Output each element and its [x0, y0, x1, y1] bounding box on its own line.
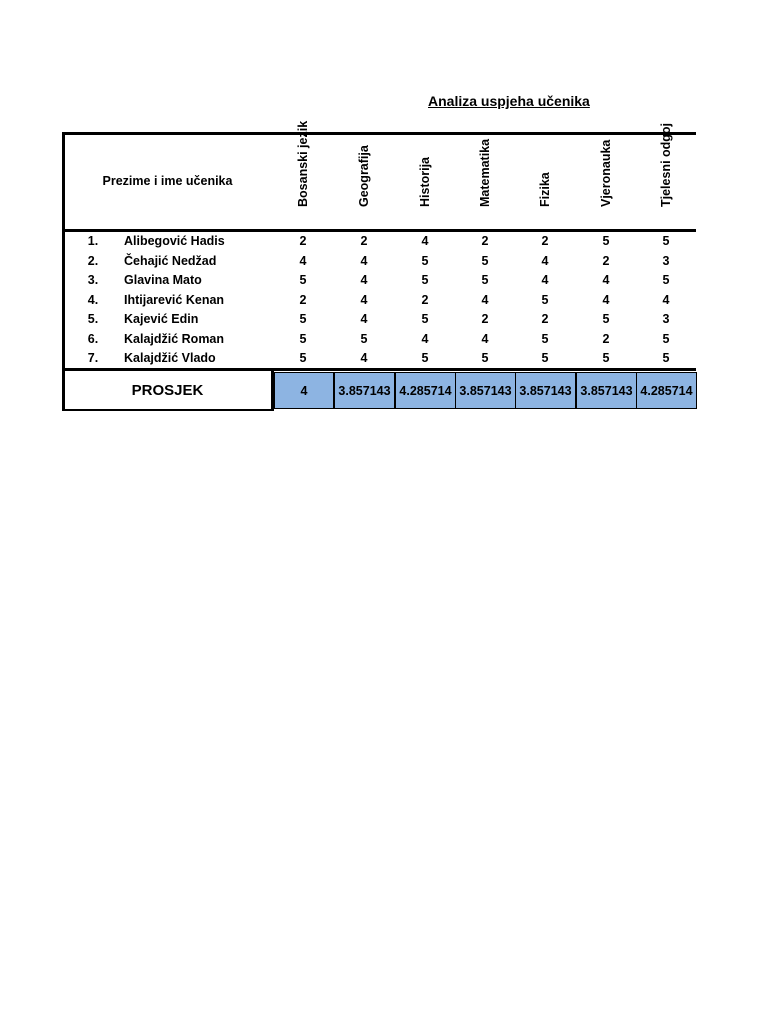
subject-header-label: Matematika [478, 138, 492, 207]
grade-cell: 4 [421, 234, 429, 248]
average-cell: 3.857143 [515, 372, 576, 409]
row-number: 2. [87, 253, 99, 268]
grade-cell: 5 [541, 351, 549, 365]
grade-cell: 5 [481, 253, 489, 268]
student-name: Čehajić Nedžad [124, 253, 217, 268]
average-cell: 4 [274, 372, 334, 409]
table-row [62, 349, 696, 369]
name-column-header: Prezime i ime učenika [102, 173, 233, 188]
grade-cell: 5 [662, 234, 670, 248]
grade-cell: 2 [541, 234, 549, 248]
subject-header [576, 132, 636, 229]
grade-cell: 5 [602, 351, 610, 365]
grade-cell: 2 [421, 292, 429, 307]
grade-cell: 5 [602, 312, 610, 326]
subject-header-label: Tjelesni odgoj [659, 122, 673, 207]
grade-cell: 4 [360, 351, 368, 365]
student-name: Alibegović Hadis [124, 234, 225, 248]
grade-cell: 4 [360, 312, 368, 326]
student-name: Ihtijarević Kenan [124, 292, 225, 307]
average-cell: 4.285714 [636, 372, 697, 409]
student-name: Kalajdžić Vlado [124, 351, 216, 365]
grade-cell: 4 [360, 273, 368, 287]
subject-header [455, 132, 515, 229]
subject-header-label: Bosanski jezik [296, 120, 310, 207]
grade-cell: 2 [360, 234, 368, 248]
row-number: 4. [87, 292, 99, 307]
row-number: 7. [87, 351, 99, 365]
grade-cell: 5 [662, 273, 670, 287]
subject-header [515, 132, 575, 229]
grade-cell: 4 [481, 331, 489, 346]
grade-cell: 5 [541, 331, 549, 346]
grade-cell: 5 [541, 292, 549, 307]
student-name: Glavina Mato [124, 273, 202, 287]
grade-cell: 4 [541, 273, 549, 287]
grade-cell: 4 [662, 292, 670, 307]
grade-cell: 4 [421, 331, 429, 346]
table-row [62, 252, 696, 272]
subject-header-label: Geografija [357, 145, 371, 207]
grade-cell: 4 [602, 292, 610, 307]
table-row [62, 232, 696, 252]
grade-cell: 2 [541, 312, 549, 326]
grade-cell: 4 [481, 292, 489, 307]
subject-header-label: Historija [418, 156, 432, 207]
grade-cell: 2 [299, 234, 307, 248]
subject-header [273, 120, 333, 229]
subject-header [636, 122, 696, 229]
student-name: Kajević Edin [124, 312, 199, 326]
grade-cell: 2 [602, 331, 610, 346]
grade-cell: 5 [421, 253, 429, 268]
grade-cell: 5 [421, 273, 429, 287]
row-number: 3. [87, 273, 99, 287]
row-number: 5. [87, 312, 99, 326]
table-row [62, 291, 696, 311]
grade-cell: 5 [421, 351, 429, 365]
sheet-title: Analiza uspjeha učenika [428, 93, 590, 109]
grade-cell: 5 [602, 234, 610, 248]
average-cell: 3.857143 [576, 372, 637, 409]
grade-cell: 5 [662, 351, 670, 365]
average-label: PROSJEK [131, 381, 204, 399]
grade-cell: 5 [299, 312, 307, 326]
grade-cell: 5 [360, 331, 368, 346]
grade-cell: 5 [299, 331, 307, 346]
average-cell: 4.285714 [395, 372, 456, 409]
row-number: 6. [87, 331, 99, 346]
grade-cell: 3 [662, 253, 670, 268]
table-row [62, 271, 696, 291]
grade-cell: 2 [602, 253, 610, 268]
grades-table [62, 120, 696, 411]
subject-header-label: Vjeronauka [599, 139, 613, 207]
grade-cell: 2 [481, 312, 489, 326]
grade-cell: 3 [662, 312, 670, 326]
grade-cell: 2 [481, 234, 489, 248]
grade-cell: 4 [541, 253, 549, 268]
row-number: 1. [87, 234, 99, 248]
average-label-bottom-border [62, 409, 273, 411]
grade-cell: 4 [602, 273, 610, 287]
grade-cell: 5 [421, 312, 429, 326]
grade-cell: 5 [481, 273, 489, 287]
grade-cell: 5 [662, 331, 670, 346]
grade-cell: 2 [299, 292, 307, 307]
grade-cell: 4 [299, 253, 307, 268]
grade-cell: 5 [481, 351, 489, 365]
grade-cell: 4 [360, 253, 368, 268]
grade-cell: 4 [360, 292, 368, 307]
average-cell: 3.857143 [334, 372, 395, 409]
subject-header-label: Fizika [538, 172, 552, 207]
subject-header [395, 132, 455, 229]
student-name: Kalajdžić Roman [124, 331, 225, 346]
table-row [62, 310, 696, 330]
grade-cell: 5 [299, 273, 307, 287]
grade-cell: 5 [299, 351, 307, 365]
subject-header [334, 132, 394, 229]
table-row [62, 330, 696, 350]
average-cell: 3.857143 [455, 372, 516, 409]
